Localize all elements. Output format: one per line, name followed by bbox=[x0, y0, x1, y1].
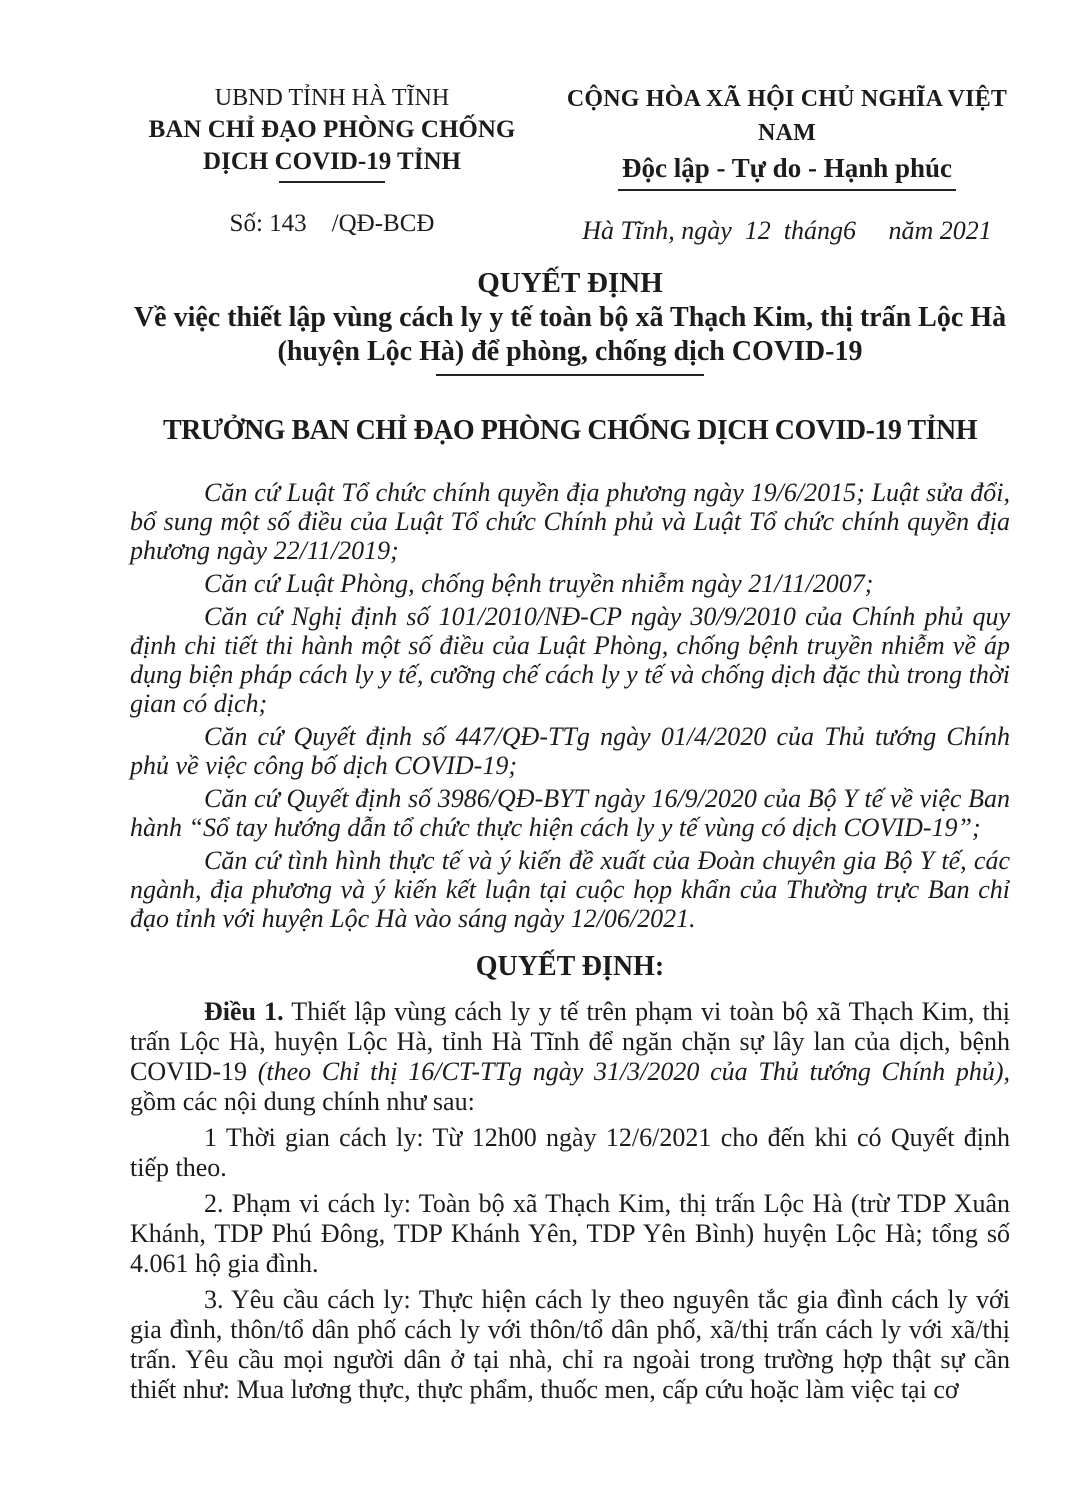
article-1-item-3: 3. Yêu cầu cách ly: Thực hiện cách ly theo nguyên tắc gia đình cách ly với gia đình, thôn/tổ dân phố cách ly với thôn/tổ dân phố, xã/thị trấn cách ly với xã/thị trấn. Yêu cầu mọi người dân ở tại nhà, chỉ ra ngoài trong trường hợp thật sự cần thiết như: Mua lương thực, thực phẩm, thuốc men, cấp cứu hoặc làm việc tại cơ bbox=[130, 1285, 1010, 1404]
org-underline-rule bbox=[279, 181, 385, 183]
article-1-label: Điều 1. bbox=[204, 997, 284, 1026]
national-motto-wrap bbox=[564, 150, 1010, 191]
org-name-line2: DỊCH COVID-19 TỈNH bbox=[203, 148, 461, 175]
national-motto: Độc lập - Tự do - Hạnh phúc bbox=[618, 150, 956, 191]
document-body bbox=[130, 478, 1010, 1405]
document-type-heading: QUYẾT ĐỊNH bbox=[477, 267, 663, 299]
document-header bbox=[130, 82, 1010, 247]
national-header-block bbox=[534, 82, 1010, 247]
recital-paragraph: Căn cứ Quyết định số 3986/QĐ-BYT ngày 16/9/2020 của Bộ Y tế về việc Ban hành “Sổ tay hướng dẫn tổ chức thực hiện cách ly y tế vùng có dịch COVID-19”; bbox=[130, 784, 1010, 842]
issuing-authority-heading: TRƯỞNG BAN CHỈ ĐẠO PHÒNG CHỐNG DỊCH COVID-19 TỈNH bbox=[163, 415, 977, 446]
article-1-item-2: 2. Phạm vi cách ly: Toàn bộ xã Thạch Kim, thị trấn Lộc Hà (trừ TDP Xuân Khánh, TDP Phú Đông, TDP Khánh Yên, TDP Yên Bình) huyện Lộc Hà; tổng số 4.061 hộ gia đình. bbox=[130, 1189, 1010, 1278]
article-1-text: Thiết lập vùng cách ly y tế trên phạm vi toàn bộ xã Thạch Kim, thị trấn Lộc Hà, huyện Lộc Hà, tỉnh Hà Tĩnh để ngăn chặn sự lây lan của dịch, bệnh COVID-19 bbox=[130, 997, 1010, 1086]
place-and-date-line: Hà Tĩnh, ngày 12 tháng6 năm 2021 bbox=[582, 216, 992, 245]
recital-paragraph: Căn cứ Luật Phòng, chống bệnh truyền nhiễm ngày 21/11/2007; bbox=[204, 569, 874, 598]
decision-heading: QUYẾT ĐỊNH: bbox=[475, 951, 665, 982]
recital-paragraph: Căn cứ Nghị định số 101/2010/NĐ-CP ngày 30/9/2010 của Chính phủ quy định chi tiết thi hành một số điều của Luật Phòng, chống bệnh truyền nhiễm về áp dụng biện pháp cách ly y tế, cưỡng chế cách ly y tế và chống dịch đặc thù trong thời gian có dịch; bbox=[130, 602, 1010, 718]
issuing-org-block bbox=[130, 82, 534, 239]
title-underline-rule bbox=[436, 374, 704, 376]
article-1-item-1: 1 Thời gian cách ly: Từ 12h00 ngày 12/6/2021 cho đến khi có Quyết định tiếp theo. bbox=[130, 1123, 1010, 1182]
article-1-italic-note: (theo Chỉ thị 16/CT-TTg ngày 31/3/2020 của Thủ tướng Chính phủ), bbox=[257, 1057, 1010, 1086]
recital-paragraph: Căn cứ Quyết định số 447/QĐ-TTg ngày 01/4/2020 của Thủ tướng Chính phủ về việc công bố dịch COVID-19; bbox=[130, 722, 1010, 780]
recital-paragraph: Căn cứ tình hình thực tế và ý kiến đề xuất của Đoàn chuyên gia Bộ Y tế, các ngành, địa phương và ý kiến kết luận tại cuộc họp khẩn của Thường trực Ban chỉ đạo tỉnh với huyện Lộc Hà vào sáng ngày 12/06/2021. bbox=[130, 846, 1010, 933]
org-name-line1: BAN CHỈ ĐẠO PHÒNG CHỐNG bbox=[148, 116, 516, 143]
org-parent-name: UBND TỈNH HÀ TĨNH bbox=[214, 85, 450, 111]
document-subtitle-line1: Về việc thiết lập vùng cách ly y tế toàn bộ xã Thạch Kim, thị trấn Lộc Hà bbox=[133, 302, 1007, 333]
recital-paragraph: Căn cứ Luật Tổ chức chính quyền địa phương ngày 19/6/2015; Luật sửa đổi, bổ sung một số điều của Luật Tổ chức Chính phủ và Luật Tổ chức chính quyền địa phương ngày 22/11/2019; bbox=[130, 478, 1010, 565]
article-1-text-tail: gồm các nội dung chính như sau: bbox=[130, 1087, 475, 1116]
document-number: Số: 143 /QĐ-BCĐ bbox=[229, 210, 435, 237]
article-1-paragraph bbox=[130, 997, 1010, 1117]
title-block bbox=[130, 265, 1010, 448]
document-subtitle-line2: (huyện Lộc Hà) để phòng, chống dịch COVID-19 bbox=[277, 336, 863, 367]
national-title: CỘNG HÒA XÃ HỘI CHỦ NGHĨA VIỆT NAM bbox=[566, 86, 1008, 146]
